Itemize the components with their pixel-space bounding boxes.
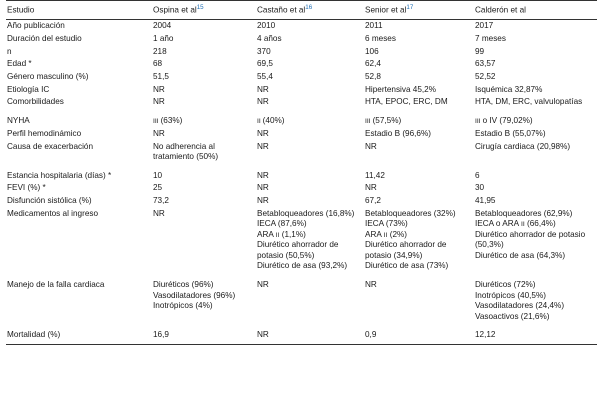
cell-line: NR	[257, 170, 269, 180]
table-cell	[474, 273, 597, 323]
table-row	[6, 33, 597, 46]
table-row	[6, 323, 597, 344]
cell-line: Cirugía cardiaca (20,98%)	[475, 141, 571, 151]
table-cell	[256, 46, 364, 59]
table-cell	[364, 182, 474, 195]
table-row	[6, 128, 597, 141]
table-cell	[364, 58, 474, 71]
cell-line: FEVI (%) *	[7, 183, 46, 193]
column-header-estudio	[6, 1, 152, 20]
cell-line: NR	[257, 280, 269, 290]
cell-line: IECA o ARA II (66,4%)	[475, 219, 556, 229]
column-header-ospina	[152, 1, 256, 20]
table-cell	[364, 20, 474, 33]
table-cell	[256, 208, 364, 273]
row-label	[6, 208, 152, 273]
column-header-label: Senior et al	[365, 5, 407, 15]
cell-line: 2017	[475, 21, 494, 31]
cell-line: II (40%)	[257, 116, 285, 126]
cell-line: Duración del estudio	[7, 34, 82, 44]
table-cell	[474, 323, 597, 344]
table-cell	[474, 20, 597, 33]
row-label	[6, 195, 152, 208]
table-cell	[152, 84, 256, 97]
table-cell	[152, 323, 256, 344]
column-header-senior	[364, 1, 474, 20]
cell-line: 69,5	[257, 59, 273, 69]
comparison-table	[6, 0, 597, 345]
row-label	[6, 20, 152, 33]
table-cell	[152, 208, 256, 273]
cell-line: 99	[475, 46, 485, 56]
cell-line: 6	[475, 170, 480, 180]
table-cell	[474, 195, 597, 208]
table-cell	[364, 33, 474, 46]
cell-line: Diurético de asa (93,2%)	[257, 261, 348, 271]
table-cell	[152, 20, 256, 33]
cell-line: 52,8	[365, 72, 381, 82]
table-cell	[364, 96, 474, 109]
table-row	[6, 46, 597, 59]
table-cell	[364, 323, 474, 344]
cell-line: ARA II (2%)	[365, 229, 408, 239]
table-row	[6, 58, 597, 71]
row-label	[6, 84, 152, 97]
table-cell	[152, 128, 256, 141]
cell-line: 67,2	[365, 196, 381, 206]
table-cell	[256, 182, 364, 195]
table-cell	[152, 33, 256, 46]
cell-line: Inotrópicos (4%)	[153, 301, 213, 311]
row-label	[6, 33, 152, 46]
cell-line: NR	[257, 128, 269, 138]
cell-line: 106	[365, 46, 379, 56]
table-cell	[152, 182, 256, 195]
row-label	[6, 109, 152, 128]
table-cell	[256, 96, 364, 109]
cell-line: NR	[257, 97, 269, 107]
table-row	[6, 96, 597, 109]
cell-line: 0,9	[365, 330, 377, 340]
cell-line: Estadio B (96,6%)	[365, 128, 431, 138]
table-cell	[474, 84, 597, 97]
row-label	[6, 58, 152, 71]
table-cell	[364, 128, 474, 141]
table-row	[6, 84, 597, 97]
cell-line: NR	[153, 128, 165, 138]
cell-line: Año publicación	[7, 21, 65, 31]
column-header-label: Castaño et al	[257, 5, 306, 15]
column-header-ref: 16	[305, 4, 313, 11]
row-label	[6, 96, 152, 109]
cell-line: 30	[475, 183, 485, 193]
table-cell	[364, 109, 474, 128]
column-header-label: Ospina et al	[153, 5, 197, 15]
table-cell	[256, 84, 364, 97]
cell-line: NR	[365, 280, 377, 290]
table-cell	[474, 109, 597, 128]
table-cell	[474, 46, 597, 59]
cell-line: Estancia hospitalaria (días) *	[7, 170, 112, 180]
cell-line: NR	[257, 196, 269, 206]
table-row	[6, 273, 597, 323]
cell-line: III (57,5%)	[365, 116, 402, 126]
cell-line: Estadio B (55,07%)	[475, 128, 546, 138]
table-row	[6, 182, 597, 195]
cell-line: NR	[257, 84, 269, 94]
cell-line: NYHA	[7, 116, 30, 126]
table-cell	[364, 164, 474, 183]
table-cell	[152, 46, 256, 59]
column-header-ref: 15	[196, 4, 204, 11]
table-cell	[474, 141, 597, 164]
table-cell	[256, 273, 364, 323]
table-cell	[152, 164, 256, 183]
row-label	[6, 71, 152, 84]
cell-line: NR	[153, 208, 165, 218]
cell-line: 55,4	[257, 72, 273, 82]
cell-line: 25	[153, 183, 163, 193]
table-row	[6, 195, 597, 208]
cell-line: 7 meses	[475, 34, 506, 44]
table-cell	[152, 71, 256, 84]
table-cell	[474, 33, 597, 46]
cell-line: Diuréticos (96%)	[153, 280, 214, 290]
cell-line: 218	[153, 46, 167, 56]
cell-line: Diuréticos (72%)	[475, 280, 536, 290]
table-cell	[256, 20, 364, 33]
column-header-label: Estudio	[7, 5, 35, 15]
table-body	[6, 20, 597, 344]
cell-line: Perfil hemodinámico	[7, 128, 82, 138]
cell-line: Diurético ahorrador de potasio (34,9%)	[365, 240, 447, 260]
row-label	[6, 273, 152, 323]
cell-line: 51,5	[153, 72, 169, 82]
table-cell	[474, 208, 597, 273]
cell-line: Etiología IC	[7, 84, 50, 94]
cell-line: n	[7, 46, 12, 56]
cell-line: Vasodilatadores (96%)	[153, 290, 236, 300]
cell-line: Medicamentos al ingreso	[7, 208, 99, 218]
cell-line: 2010	[257, 21, 276, 31]
table-cell	[474, 58, 597, 71]
cell-line: IECA (87,6%)	[257, 219, 307, 229]
table-cell	[152, 109, 256, 128]
table-cell	[364, 208, 474, 273]
cell-line: Inotrópicos (40,5%)	[475, 290, 546, 300]
row-label	[6, 323, 152, 344]
cell-line: Mortalidad (%)	[7, 330, 61, 340]
table-row	[6, 164, 597, 183]
cell-line: III (63%)	[153, 116, 183, 126]
table-cell	[256, 109, 364, 128]
cell-line: Diurético ahorrador de potasio (50,5%)	[257, 240, 339, 260]
cell-line: HTA, DM, ERC, valvulopatías	[475, 97, 583, 107]
cell-line: NR	[365, 183, 377, 193]
table-cell	[256, 323, 364, 344]
cell-line: 11,42	[365, 170, 385, 180]
table-cell	[474, 71, 597, 84]
column-header-ref: 17	[406, 4, 414, 11]
cell-line: Betabloqueadores (62,9%)	[475, 208, 573, 218]
cell-line: 62,4	[365, 59, 381, 69]
cell-line: NR	[257, 330, 269, 340]
cell-line: 52,52	[475, 72, 496, 82]
table-cell	[152, 195, 256, 208]
table-cell	[364, 195, 474, 208]
column-header-castano	[256, 1, 364, 20]
table-cell	[256, 141, 364, 164]
cell-line: Diurético de asa (73%)	[365, 261, 449, 271]
table-cell	[152, 96, 256, 109]
cell-line: Vasodilatadores (24,4%)	[475, 301, 565, 311]
cell-line: 73,2	[153, 196, 169, 206]
cell-line: 68	[153, 59, 163, 69]
table-cell	[152, 141, 256, 164]
table-row	[6, 109, 597, 128]
row-label	[6, 182, 152, 195]
cell-line: IECA (73%)	[365, 219, 408, 229]
table-cell	[152, 58, 256, 71]
row-label	[6, 128, 152, 141]
row-label	[6, 46, 152, 59]
cell-line: 6 meses	[365, 34, 396, 44]
cell-line: Isquémica 32,87%	[475, 84, 543, 94]
cell-line: ARA II (1,1%)	[257, 229, 306, 239]
table-cell	[256, 58, 364, 71]
table-cell	[474, 128, 597, 141]
cell-line: NR	[153, 97, 165, 107]
cell-line: Género masculino (%)	[7, 72, 89, 82]
column-header-label: Calderón et al	[475, 5, 526, 15]
table-cell	[256, 128, 364, 141]
cell-line: NR	[257, 183, 269, 193]
cell-line: No adherencia al tratamiento (50%)	[153, 141, 219, 162]
cell-line: 1 año	[153, 34, 174, 44]
table-cell	[364, 273, 474, 323]
cell-line: 4 años	[257, 34, 282, 44]
cell-line: NR	[153, 84, 165, 94]
cell-line: Edad *	[7, 59, 32, 69]
table-cell	[364, 84, 474, 97]
table-cell	[256, 71, 364, 84]
cell-line: 12,12	[475, 330, 496, 340]
table-cell	[474, 182, 597, 195]
table-row	[6, 20, 597, 33]
table-cell	[364, 141, 474, 164]
cell-line: NR	[257, 141, 269, 151]
table-cell	[256, 164, 364, 183]
cell-line: Causa de exacerbación	[7, 141, 94, 151]
cell-line: Diurético de asa (64,3%)	[475, 250, 566, 260]
table-cell	[256, 33, 364, 46]
cell-line: HTA, EPOC, ERC, DM	[365, 97, 448, 107]
column-header-calderon	[474, 1, 597, 20]
cell-line: Betabloqueadores (32%)	[365, 208, 456, 218]
cell-line: 10	[153, 170, 163, 180]
cell-line: Disfunción sistólica (%)	[7, 196, 92, 206]
table-header	[6, 1, 597, 20]
cell-line: Manejo de la falla cardiaca	[7, 280, 105, 290]
cell-line: 63,57	[475, 59, 496, 69]
cell-line: 2004	[153, 21, 172, 31]
cell-line: Betabloqueadores (16,8%)	[257, 208, 355, 218]
cell-line: Diurético ahorrador de potasio (50,3%)	[475, 229, 586, 250]
table-cell	[152, 273, 256, 323]
cell-line: Comorbilidades	[7, 97, 64, 107]
cell-line: 16,9	[153, 330, 169, 340]
cell-line: 41,95	[475, 196, 496, 206]
table-cell	[474, 164, 597, 183]
table-cell	[364, 71, 474, 84]
table-cell	[474, 96, 597, 109]
table-row	[6, 71, 597, 84]
table-row	[6, 141, 597, 164]
row-label	[6, 141, 152, 164]
cell-line: Vasoactivos (21,6%)	[475, 311, 550, 321]
cell-line: III o IV (79,02%)	[475, 116, 533, 126]
table-row	[6, 208, 597, 273]
header-row	[6, 1, 597, 20]
cell-line: NR	[365, 141, 377, 151]
row-label	[6, 164, 152, 183]
cell-line: 370	[257, 46, 271, 56]
cell-line: 2011	[365, 21, 383, 31]
cell-line: Hipertensiva 45,2%	[365, 84, 436, 94]
table-cell	[364, 46, 474, 59]
table-cell	[256, 195, 364, 208]
